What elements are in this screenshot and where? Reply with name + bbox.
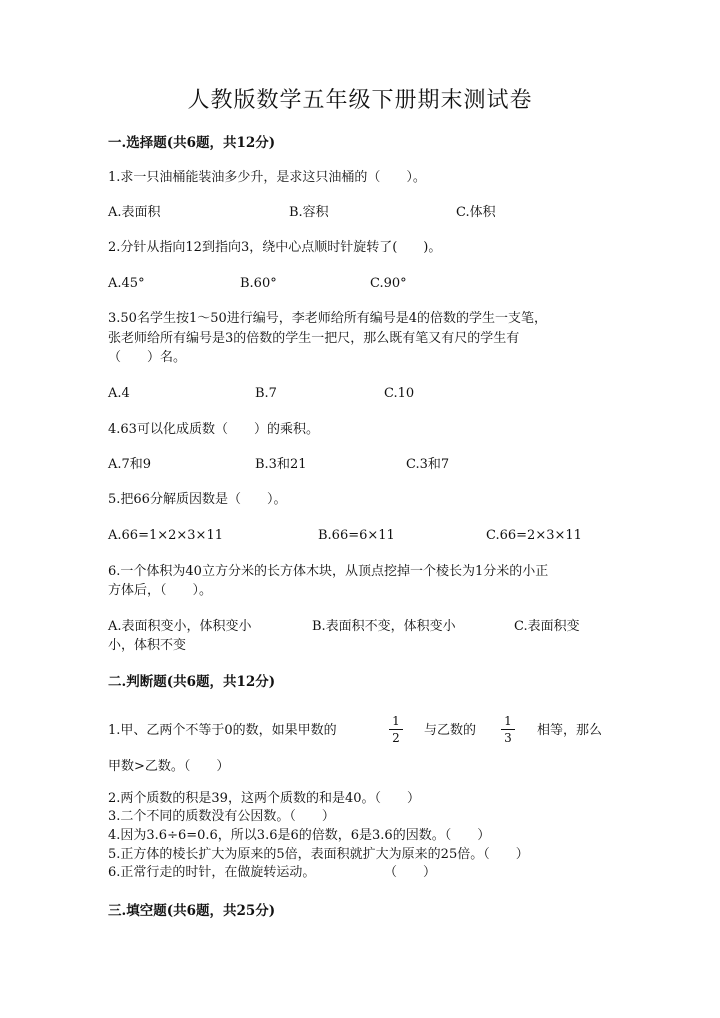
option-a: A.表面积变小，体积变小 (108, 619, 252, 634)
judgement-question: 4.因为3.6÷6=0.6，所以3.6是6的倍数，6是3.6的因数。（ ） (108, 828, 491, 843)
answer-parentheses: （ ） (384, 865, 437, 880)
question-stem-line: 6.一个体积为40立方分米的长方体木块，从顶点挖掉一个棱长为1分米的小正 (108, 564, 549, 579)
option-c: C.3和7 (406, 457, 450, 472)
fraction-numerator: 1 (392, 714, 400, 728)
section-heading-fill-in: 三.填空题(共6题，共25分) (108, 903, 276, 919)
option-b: B.表面积不变，体积变小 (312, 619, 456, 634)
option-a: A.7和9 (108, 457, 152, 472)
option-a: A.45° (108, 276, 145, 291)
question-stem: 4.63可以化成质数（ ）的乘积。 (108, 422, 319, 437)
question-stem-line: 3.50名学生按1～50进行编号，李老师给所有编号是4的倍数的学生一支笔， (108, 311, 548, 326)
option-b: B.66=6×11 (318, 528, 395, 543)
option-a: A.66=1×2×3×11 (108, 528, 223, 543)
question-stem-line: 张老师给所有编号是3的倍数的学生一把尺，那么既有笔又有尺的学生有 (108, 331, 520, 346)
option-c: C.66=2×3×11 (486, 528, 582, 543)
question-stem: 2.分针从指向12到指向3，绕中心点顺时针旋转了( )。 (108, 240, 442, 255)
judgement-question: 5.正方体的棱长扩大为原来的5倍，表面积就扩大为原来的25倍。（ ） (108, 847, 529, 862)
option-b: B.3和21 (255, 457, 307, 472)
question-stem: 5.把66分解质因数是（ ）。 (108, 492, 287, 507)
judgement-question: 3.二个不同的质数没有公因数。（ ） (108, 809, 335, 824)
question-stem-line: （ ）名。 (108, 350, 187, 365)
judgement-question: 2.两个质数的积是39，这两个质数的和是40。（ ） (108, 791, 420, 806)
fraction-one-half (389, 714, 403, 745)
question-stem-part: 相等，那么 (537, 723, 603, 738)
option-c: C.体积 (456, 205, 496, 220)
section-heading-judgement: 二.判断题(共6题，共12分) (108, 674, 276, 690)
option-c: C.10 (384, 386, 415, 401)
option-c: C.表面积变 (514, 619, 580, 634)
option-a: A.表面积 (108, 205, 161, 220)
question-stem: 1.求一只油桶能装油多少升，是求这只油桶的（ ）。 (108, 170, 426, 185)
fraction-bar (389, 729, 403, 730)
page-title: 人教版数学五年级下册期末测试卷 (187, 88, 533, 113)
fraction-one-third (501, 714, 515, 745)
judgement-question: 6.正常行走的时针，在做旋转运动。 (108, 865, 316, 880)
fraction-denominator: 3 (504, 731, 512, 745)
option-c: C.90° (370, 276, 407, 291)
fraction-bar (501, 729, 515, 730)
option-b: B.容积 (289, 205, 329, 220)
question-stem-line: 方体后，（ ）。 (108, 583, 213, 598)
option-b: B.7 (255, 386, 277, 401)
question-stem-line: 甲数>乙数。（ ） (108, 759, 230, 774)
fraction-numerator: 1 (504, 714, 512, 728)
question-stem-part: 1.甲、乙两个不等于0的数，如果甲数的 (108, 723, 337, 738)
question-stem-part: 与乙数的 (424, 723, 477, 738)
option-c-continued: 小，体积不变 (108, 638, 187, 653)
section-heading-choice: 一.选择题(共6题，共12分) (108, 135, 276, 151)
option-b: B.60° (240, 276, 277, 291)
fraction-denominator: 2 (392, 731, 400, 745)
option-a: A.4 (108, 386, 130, 401)
